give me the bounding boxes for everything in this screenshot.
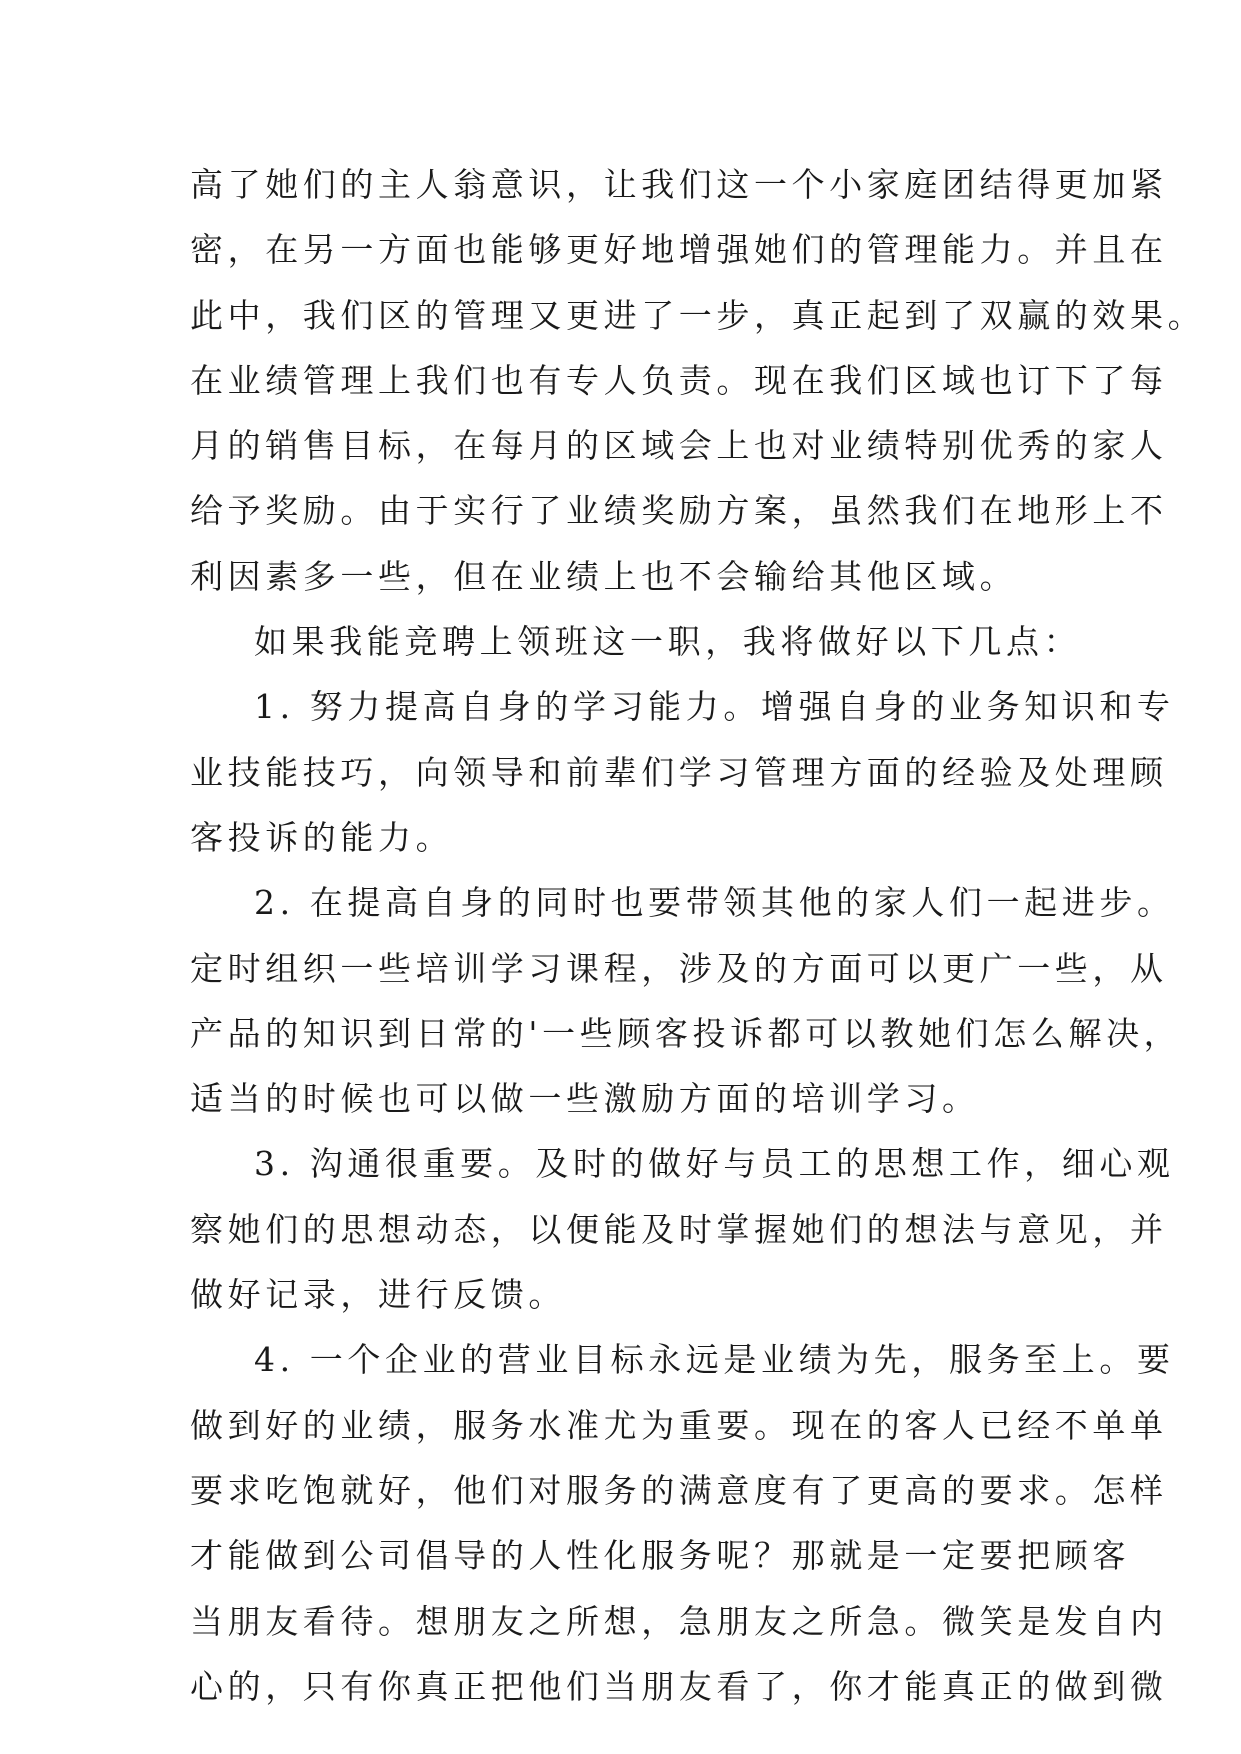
text-line: 密，在另一方面也能够更好地增强她们的管理能力。并且在 (190, 230, 1168, 270)
text-line: 客投诉的能力。 (190, 817, 454, 857)
text-line: 要求吃饱就好，他们对服务的满意度有了更高的要求。怎样 (190, 1470, 1168, 1510)
body-text (190, 152, 1206, 1719)
text-line: 才能做到公司倡导的人性化服务呢？那就是一定要把顾客 (190, 1536, 1130, 1576)
list-item-4-line: 4. 一个企业的营业目标永远是业绩为先，服务至上。要 (254, 1340, 1175, 1380)
list-item-3-line: 3. 沟通很重要。及时的做好与员工的思想工作，细心观 (254, 1144, 1175, 1184)
text-line: 此中，我们区的管理又更进了一步，真正起到了双赢的效果。 (190, 295, 1206, 335)
text-line: 给予奖励。由于实行了业绩奖励方案，虽然我们在地形上不 (190, 491, 1168, 531)
text-line: 在业绩管理上我们也有专人负责。现在我们区域也订下了每 (190, 360, 1168, 400)
text-line: 利因素多一些，但在业绩上也不会输给其他区域。 (190, 556, 1018, 596)
text-line: 业技能技巧，向领导和前辈们学习管理方面的经验及处理顾 (190, 752, 1168, 792)
text-line: 心的，只有你真正把他们当朋友看了，你才能真正的做到微 (190, 1666, 1168, 1706)
paragraph-start-line: 如果我能竞聘上领班这一职，我将做好以下几点： (254, 622, 1082, 662)
text-line: 定时组织一些培训学习课程，涉及的方面可以更广一些，从 (190, 948, 1168, 988)
text-line: 产品的知识到日常的'一些顾客投诉都可以教她们怎么解决， (190, 1013, 1182, 1053)
list-item-2-line: 2. 在提高自身的同时也要带领其他的家人们一起进步。 (254, 883, 1175, 923)
text-line: 当朋友看待。想朋友之所想，急朋友之所急。微笑是发自内 (190, 1601, 1168, 1641)
text-line: 高了她们的主人翁意识，让我们这一个小家庭团结得更加紧 (190, 165, 1168, 204)
text-line: 做到好的业绩，服务水准尤为重要。现在的客人已经不单单 (190, 1405, 1168, 1445)
text-line: 月的销售目标，在每月的区域会上也对业绩特别优秀的家人 (190, 426, 1168, 466)
list-item-1-line: 1. 努力提高自身的学习能力。增强自身的业务知识和专 (254, 687, 1175, 727)
text-line: 做好记录，进行反馈。 (190, 1275, 566, 1315)
text-line: 察她们的思想动态，以便能及时掌握她们的想法与意见，并 (190, 1209, 1168, 1249)
text-line: 适当的时候也可以做一些激励方面的培训学习。 (190, 1079, 980, 1119)
